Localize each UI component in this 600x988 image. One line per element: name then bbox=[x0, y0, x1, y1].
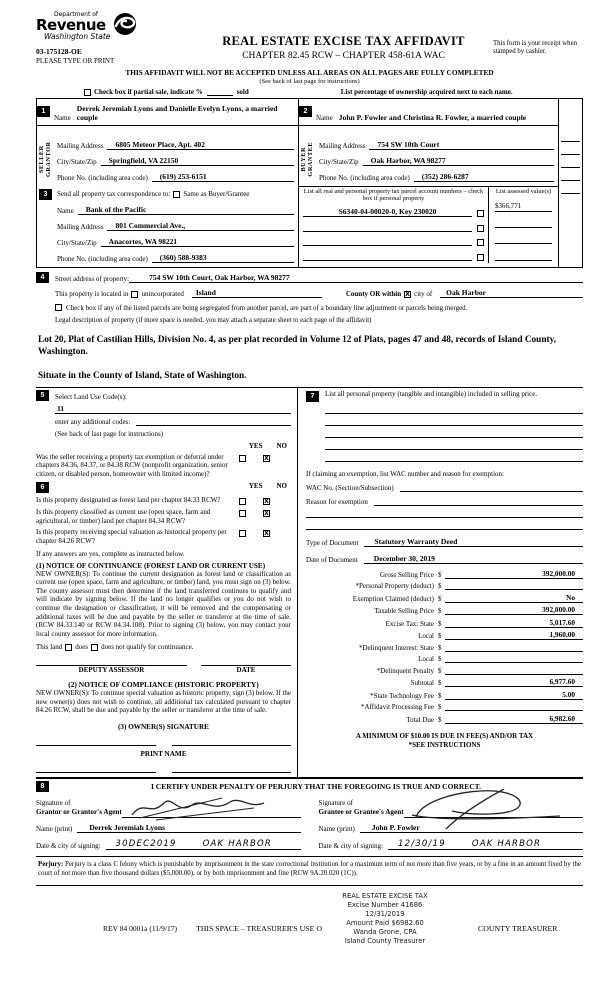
perjury-label: Perjury: bbox=[38, 860, 64, 868]
parties-block bbox=[36, 98, 583, 268]
buyer-side-label-2: GRANTEE bbox=[307, 141, 314, 177]
fee-label-delinq-int-state: *Delinquent Interest: State bbox=[358, 643, 434, 652]
unincorporated-label: unincorporated bbox=[141, 289, 184, 298]
corr-city-label: City/State/Zip bbox=[57, 238, 97, 247]
yes-header-6: YES bbox=[248, 481, 263, 490]
currency-symbol: $ bbox=[438, 666, 442, 675]
historical-yes-checkbox[interactable] bbox=[239, 530, 246, 537]
corr-phone-label: Phone No. (including area code) bbox=[57, 254, 148, 263]
dor-logo-block bbox=[36, 12, 194, 65]
fee-value-processing-fee[interactable] bbox=[445, 702, 584, 711]
buyer-name-label: Name bbox=[316, 113, 333, 122]
currency-symbol: $ bbox=[438, 619, 442, 628]
perjury-text: Perjury is a class C felony which is punishable by imprisonment in the state correctional institution for a maximum term of not more than five years, or by a fine in an amount fixed by the court of not more than five thousand dollars ($5,000.00), or by both imprisonment and fine (RCW 9A.20.020 (1C)). bbox=[38, 860, 581, 877]
notice-compliance-title: (2) NOTICE OF COMPLIANCE (HISTORIC PROPERTY) bbox=[68, 680, 259, 690]
fee-label-delinq-int-local: Local bbox=[418, 655, 434, 664]
yes-header-5: YES bbox=[248, 441, 263, 450]
fee-table bbox=[306, 569, 583, 724]
forest-land-question: Is this property designated as forest land per chapter 84.33 RCW? bbox=[36, 495, 221, 504]
segregated-label: Check box if any of the listed parcels are being segregated from another parcel, are part of a boundary line adjustment or parcels being merged. bbox=[66, 303, 468, 312]
grantee-name-print-value[interactable]: John P. Fowler bbox=[360, 823, 583, 833]
assessed-header: List assessed value(s) bbox=[495, 187, 552, 195]
seller-city-label: City/State/Zip bbox=[57, 157, 97, 166]
fee-label-processing-fee: *Affidavit Processing Fee bbox=[361, 703, 434, 712]
seller-phone-value[interactable]: (619) 253-6151 bbox=[152, 172, 294, 182]
currency-symbol: $ bbox=[438, 715, 442, 724]
assessed-blank-4[interactable] bbox=[495, 260, 552, 261]
fee-value-total-due[interactable]: 6,982.60 bbox=[445, 714, 584, 724]
currency-symbol: $ bbox=[438, 655, 442, 664]
does-label: does bbox=[75, 643, 89, 652]
seller-grantor-side-label bbox=[38, 130, 52, 188]
grantor-sig-label-2: Grantor or Grantor's Agent bbox=[36, 808, 122, 817]
fee-label-subtotal: Subtotal bbox=[410, 679, 434, 688]
seller-side-label-2: GRANTOR bbox=[45, 140, 52, 177]
grantor-signature-scribble bbox=[126, 795, 276, 821]
fee-value-exemption[interactable]: No bbox=[445, 593, 584, 603]
section-3-number: 3 bbox=[39, 189, 52, 200]
buyer-mailing-label: Mailing Address bbox=[319, 141, 366, 150]
currency-symbol: $ bbox=[438, 703, 442, 712]
rev-number: REV 84 0001a (11/9/17) bbox=[103, 923, 177, 933]
middle-columns bbox=[36, 387, 583, 778]
fee-row-excise-state bbox=[306, 618, 583, 628]
this-land-label: This land bbox=[36, 643, 63, 652]
left-column bbox=[36, 388, 298, 777]
minimum-due-note: A MINIMUM OF $10.00 IS DUE IN FEE(S) AND/OR TAX bbox=[355, 731, 534, 740]
grantee-name-print-label: Name (print) bbox=[318, 824, 355, 833]
reason-exemption-line-3[interactable] bbox=[306, 518, 583, 530]
same-as-buyer-checkbox[interactable] bbox=[173, 191, 180, 198]
fee-label-total-due: Total Due bbox=[406, 715, 434, 724]
historical-question: Is this property receiving special valuation as historical property per chapter 84.26 RCW? bbox=[36, 528, 227, 546]
section-2-number: 2 bbox=[299, 106, 312, 117]
logo-revenue: Revenue bbox=[36, 16, 106, 34]
parcel-box bbox=[299, 186, 558, 263]
grantee-signature-scribble bbox=[408, 789, 568, 831]
ownership-percent-column bbox=[558, 99, 582, 267]
fee-value-tech-fee[interactable]: 5.00 bbox=[445, 690, 584, 700]
stamp-line-5: Wanda Grone, CPA bbox=[353, 928, 417, 937]
currency-symbol: $ bbox=[438, 594, 442, 603]
does-not-qualify-checkbox[interactable] bbox=[91, 644, 98, 651]
date-of-document-value[interactable]: December 30, 2019 bbox=[364, 554, 583, 564]
fee-row-exemption bbox=[306, 593, 583, 603]
fee-label-tech-fee: *State Technology Fee bbox=[370, 691, 434, 700]
form-header bbox=[36, 12, 583, 65]
current-use-yes-checkbox[interactable] bbox=[239, 510, 246, 517]
buyer-mailing-value[interactable]: 754 SW 10th Court bbox=[369, 140, 554, 150]
logo-department-of: Department of bbox=[54, 11, 98, 18]
stamp-line-1: REAL ESTATE EXCISE TAX bbox=[342, 891, 428, 900]
logo-washington-state: Washington State bbox=[44, 32, 111, 41]
seller-name-label: Name bbox=[54, 113, 71, 122]
page-subtitle: CHAPTER 82.45 RCW – CHAPTER 458-61A WAC bbox=[242, 51, 445, 61]
date-of-document-label: Date of Document bbox=[306, 555, 358, 564]
does-qualify-checkbox[interactable] bbox=[65, 644, 72, 651]
fee-value-delinq-int-local[interactable] bbox=[445, 654, 584, 663]
ownership-percent-line-1[interactable] bbox=[561, 129, 580, 142]
perjury-notice bbox=[36, 856, 583, 886]
see-back-note: (See back of last page for instructions) bbox=[259, 77, 360, 85]
fee-row-delinq-penalty bbox=[306, 666, 583, 675]
notice-continuance-body: NEW OWNER(S): To continue the current designation as forest land or classification as current use (open space, farm and agriculture, or timber) land, you must sign on (3) below. The county assessor must then determine if the land transferred continues to qualify and will indicate by signing below. If the land no longer qualifies or you do not wish to continue the designation or classification, it will be removed and the compensating or additional taxes will be due and payable by the seller or transferor at the time of sale. (RCW 84.33.140 or RCW 84.34.108). Prior to signing (3) below, you may contact your local county assessor for more information. bbox=[36, 569, 291, 638]
personal-property-checkbox-4[interactable] bbox=[477, 254, 484, 261]
stamp-line-4: Amount Paid $6982.60 bbox=[346, 919, 424, 928]
partial-sale-label: Check box if partial sale, indicate % bbox=[94, 87, 203, 96]
please-type-or-print: PLEASE TYPE OR PRINT bbox=[36, 56, 115, 65]
seller-side-label-1: SELLER bbox=[37, 144, 45, 173]
grantor-date-city-label: Date & city of signing: bbox=[36, 841, 101, 850]
street-address-label: Street address of property: bbox=[55, 274, 130, 283]
city-name-value[interactable]: Oak Harbor bbox=[440, 288, 583, 298]
additional-codes-field[interactable] bbox=[136, 425, 291, 426]
section-5-number: 5 bbox=[36, 390, 49, 401]
ownership-percent-line-5[interactable] bbox=[561, 181, 580, 194]
exemption-claim-label: If claiming an exemption, list WAC number and reason for exemption: bbox=[306, 469, 504, 478]
assessor-date-label: DATE bbox=[236, 666, 256, 675]
receipt-note: This form is your receipt when stamped by cashier. bbox=[493, 40, 577, 56]
if-yes-note: If any answers are yes, complete as instructed below. bbox=[36, 549, 185, 558]
corr-mailing-label: Mailing Address bbox=[57, 222, 104, 231]
grantor-signature-line[interactable] bbox=[122, 796, 301, 818]
send-correspondence-label: Send all property tax correspondence to: bbox=[57, 190, 171, 198]
grantee-sig-label-2: Grantee or Grantee's Agent bbox=[318, 808, 404, 817]
currency-symbol: $ bbox=[438, 570, 442, 579]
not-accepted-warning: THIS AFFIDAVIT WILL NOT BE ACCEPTED UNLESS ALL AREAS ON ALL PAGES ARE FULLY COMPLETED bbox=[125, 67, 494, 77]
same-as-buyer-label: Same as Buyer/Grantee bbox=[183, 190, 250, 198]
fee-row-gross bbox=[306, 569, 583, 579]
wac-number-label: WAC No. (Section/Subsection) bbox=[306, 483, 394, 492]
stamp-line-3: 12/31/2019 bbox=[365, 909, 405, 918]
grantee-city-value[interactable]: OAK HARBOR bbox=[471, 838, 542, 849]
fee-row-subtotal bbox=[306, 677, 583, 687]
notice-compliance-body: NEW OWNER(S): To continue special valuation as historic property, sign (3) below. If the new owner(s) does not wish to continue, all additional tax calculated pursuant to chapter 84.26 RCW, shall be due and payable by the seller or transferor at the time of sale. bbox=[36, 689, 291, 715]
buyer-phone-label: Phone No. (including area code) bbox=[319, 173, 410, 182]
parcel-header: List all real and personal property tax parcel account numbers – check box if personal property bbox=[303, 187, 484, 203]
grantor-sig-label-1: Signature of bbox=[36, 799, 71, 808]
forest-no-checkbox[interactable]: X bbox=[264, 497, 269, 505]
certify-statement: I CERTIFY UNDER PENALTY OF PERJURY THAT THE FOREGOING IS TRUE AND CORRECT. bbox=[150, 781, 481, 791]
exemption-yes-checkbox[interactable] bbox=[239, 455, 246, 462]
print-name-heading: PRINT NAME bbox=[140, 749, 187, 758]
exemption-question: Was the seller receiving a property tax exemption or deferral under chapters 84.36, 84.37, or 84.38 RCW (nonprofit organization, senior citizen, or disabled person, homeowner with limited income)? bbox=[36, 452, 228, 479]
corr-city-value[interactable]: Anacortes, WA 98221 bbox=[101, 237, 294, 247]
unincorporated-checkbox[interactable] bbox=[131, 291, 138, 298]
exemption-no-checkbox[interactable]: X bbox=[264, 454, 269, 462]
section-8-number: 8 bbox=[36, 781, 49, 792]
no-header-5: NO bbox=[276, 441, 287, 450]
type-of-document-label: Type of Document bbox=[306, 538, 359, 547]
personal-property-checkbox-3[interactable] bbox=[477, 239, 484, 246]
grantee-date-value[interactable]: 12/30/19 bbox=[398, 838, 446, 849]
legal-description-text: Lot 20, Plat of Castilian Hills, Division No. 4, as per plat recorded in Volume 12 of Plats, pages 47 and 48, records of Island County, Washington. bbox=[38, 334, 557, 358]
treasurer-space-label: THIS SPACE – TREASURER'S USE O bbox=[196, 923, 322, 933]
currency-symbol: $ bbox=[438, 679, 442, 688]
buyer-fields bbox=[299, 126, 558, 186]
currency-symbol: $ bbox=[438, 691, 442, 700]
reason-exemption-line-2[interactable] bbox=[306, 506, 583, 518]
partial-sale-row bbox=[36, 88, 583, 96]
assessed-values-column bbox=[489, 187, 558, 263]
county-treasurer-label: COUNTY TREASURER bbox=[478, 923, 558, 933]
corr-name-value[interactable]: Bank of the Pacific bbox=[78, 205, 294, 215]
personal-property-checkbox-1[interactable] bbox=[477, 210, 484, 217]
personal-property-line-1[interactable] bbox=[325, 402, 583, 414]
grantee-date-city-label: Date & city of signing: bbox=[318, 841, 384, 850]
fee-row-excise-local bbox=[306, 630, 583, 640]
does-not-label: does not qualify for continuance. bbox=[101, 643, 194, 652]
historical-no-checkbox[interactable]: X bbox=[264, 530, 269, 538]
stamp-line-2: Excise Number 41686 bbox=[347, 900, 423, 909]
seller-phone-label: Phone No. (including area code) bbox=[57, 173, 148, 182]
stamp-line-6: Island County Treasurer bbox=[344, 937, 426, 946]
corr-phone-value[interactable]: (360) 588-9383 bbox=[152, 253, 294, 263]
wac-number-field[interactable] bbox=[400, 491, 583, 492]
owner-signature-line-2[interactable] bbox=[172, 745, 292, 746]
fee-value-delinq-int-state[interactable] bbox=[445, 643, 584, 652]
section-4-number: 4 bbox=[36, 272, 49, 283]
county-or-label: County OR within bbox=[345, 289, 402, 298]
buyer-side-label-1: BUYER bbox=[299, 146, 307, 172]
right-column bbox=[298, 388, 583, 777]
assessed-value[interactable]: $366,771 bbox=[495, 202, 552, 212]
deputy-assessor-label: DEPUTY ASSESSOR bbox=[78, 666, 145, 675]
legal-description-label: Legal description of property (if more space is needed, you may attach a separate sheet to each page of the affidavit) bbox=[55, 316, 372, 324]
correspondence-fields bbox=[37, 200, 298, 267]
reason-exemption-field[interactable] bbox=[374, 505, 583, 506]
grantee-signature-block bbox=[319, 796, 584, 850]
form-number: 03-175128-OE bbox=[36, 46, 82, 56]
revenue-swirl-icon bbox=[112, 12, 138, 36]
currency-symbol: $ bbox=[438, 582, 442, 591]
fee-row-tech-fee bbox=[306, 690, 583, 700]
section-3-header bbox=[37, 186, 298, 200]
buyer-name-value[interactable]: John P. Fowler and Christina R. Fowler, a married couple bbox=[338, 113, 527, 123]
land-use-label: Select Land Use Code(s): bbox=[55, 392, 127, 401]
form-footer bbox=[0, 886, 600, 974]
see-back-note-2: (See back of last page for instructions) bbox=[55, 429, 164, 438]
city-checkbox[interactable]: X bbox=[405, 290, 410, 298]
corr-mailing-value[interactable]: 801 Commercial Ave., bbox=[107, 221, 294, 231]
parcel-number-value[interactable]: S6340-04-00020-0, Key 230020 bbox=[303, 207, 472, 217]
seller-mailing-value[interactable]: 6805 Meteor Place, Apt. 402 bbox=[107, 140, 294, 150]
section-1-number: 1 bbox=[37, 106, 50, 117]
partial-sale-checkbox[interactable] bbox=[84, 89, 91, 96]
located-in-label: This property is located in bbox=[55, 289, 129, 298]
no-header-6: NO bbox=[276, 481, 287, 490]
city-of-label: city of bbox=[414, 289, 433, 298]
treasurer-stamp bbox=[300, 892, 470, 947]
grantee-sig-label-1: Signature of bbox=[318, 799, 353, 808]
ownership-percentage-note: List percentage of ownership acquired next to each name. bbox=[340, 87, 513, 96]
segregated-checkbox[interactable] bbox=[55, 304, 62, 311]
personal-property-label: List all personal property (tangible and intangible) included in selling price. bbox=[325, 389, 538, 398]
fee-label-exemption: Exemption Claimed (deduct) bbox=[352, 594, 434, 603]
currency-symbol: $ bbox=[438, 607, 442, 616]
fee-label-excise-local: Local bbox=[418, 632, 434, 641]
personal-property-checkbox-2[interactable] bbox=[477, 225, 484, 232]
buyer-name-box bbox=[299, 99, 558, 126]
land-use-code-value[interactable]: 11 bbox=[55, 404, 291, 414]
forest-yes-checkbox[interactable] bbox=[239, 498, 246, 505]
grantor-date-value[interactable]: 30DEC2019 bbox=[115, 838, 177, 849]
additional-codes-label: enter any additional codes: bbox=[55, 417, 131, 426]
personal-property-line-2[interactable] bbox=[325, 414, 583, 426]
grantor-name-print-label: Name (print) bbox=[36, 824, 73, 833]
seller-mailing-label: Mailing Address bbox=[57, 141, 104, 150]
grantee-signature-line[interactable] bbox=[404, 796, 583, 818]
grantor-signature-block bbox=[36, 796, 319, 850]
owner-signature-line-1[interactable] bbox=[36, 745, 156, 746]
fee-row-total-due bbox=[306, 714, 583, 724]
parcel-blank-4[interactable] bbox=[303, 260, 472, 261]
seller-name-box bbox=[37, 99, 298, 126]
section-4 bbox=[36, 272, 583, 381]
fee-value-personal[interactable] bbox=[445, 581, 584, 590]
owner-signature-heading: (3) OWNER(S) SIGNATURE bbox=[118, 722, 209, 731]
street-address-value[interactable]: 754 SW 10th Court, Oak Harbor, WA 98277 bbox=[129, 273, 583, 283]
current-use-no-checkbox[interactable]: X bbox=[264, 509, 269, 517]
current-use-question: Is this property classified as current use (open space, farm and agricultural, or timber) land per chapter 84.34 RCW? bbox=[36, 507, 211, 525]
fee-value-gross[interactable]: 392,000.00 bbox=[445, 569, 584, 579]
buyer-phone-value[interactable]: (352) 286-6287 bbox=[414, 172, 554, 182]
partial-sale-sold-label: sold bbox=[236, 87, 249, 96]
personal-property-line-3[interactable] bbox=[325, 426, 583, 438]
grantor-name-print-value[interactable]: Derrek Jeremiah Lyons bbox=[77, 823, 300, 833]
partial-sale-percent-field[interactable] bbox=[207, 95, 233, 96]
type-of-document-value[interactable]: Statutory Warranty Deed bbox=[364, 537, 583, 547]
ownership-percent-line-4[interactable] bbox=[561, 168, 580, 181]
currency-symbol: $ bbox=[438, 632, 442, 641]
fee-row-delinq-int-local bbox=[306, 654, 583, 663]
fee-label-delinq-penalty: *Delinquent Penalty bbox=[376, 666, 434, 675]
fee-value-delinq-penalty[interactable] bbox=[445, 666, 584, 675]
print-name-line-1[interactable] bbox=[36, 772, 156, 773]
page-title: REAL ESTATE EXCISE TAX AFFIDAVIT bbox=[222, 34, 465, 48]
buyer-city-value[interactable]: Oak Harbor, WA 98277 bbox=[363, 156, 554, 166]
fee-row-processing-fee bbox=[306, 702, 583, 711]
fee-row-personal bbox=[306, 581, 583, 590]
situate-text: Situate in the County of Island, State of Washington. bbox=[38, 370, 247, 381]
seller-name-value[interactable]: Derrek Jeremiah Lyons and Danielle Evelyn Lyons, a married couple bbox=[76, 103, 278, 123]
fee-value-taxable[interactable]: 392,000.00 bbox=[445, 605, 584, 615]
grantor-city-value[interactable]: OAK HARBOR bbox=[202, 838, 272, 849]
section-8 bbox=[36, 778, 583, 850]
buyer-grantee-side-label bbox=[300, 130, 314, 188]
currency-symbol: $ bbox=[438, 643, 442, 652]
fee-label-personal: *Personal Property (deduct) bbox=[355, 582, 434, 591]
see-instructions-note: *SEE INSTRUCTIONS bbox=[408, 741, 481, 750]
reason-exemption-label: Reason for exemption bbox=[306, 497, 368, 506]
notice-continuance-title: (1) NOTICE OF CONTINUANCE (FOREST LAND OR CURRENT USE) bbox=[36, 561, 266, 570]
ownership-percent-line-3[interactable] bbox=[561, 155, 580, 168]
county-value[interactable]: Island bbox=[192, 288, 322, 298]
print-name-line-2[interactable] bbox=[172, 772, 292, 773]
fee-value-excise-state[interactable]: 5,017.60 bbox=[445, 618, 584, 628]
parcel-numbers-column bbox=[299, 187, 489, 263]
ownership-percent-line-2[interactable] bbox=[561, 142, 580, 155]
fee-label-excise-state: Excise Tax: State bbox=[385, 619, 434, 628]
fee-row-delinq-int-state bbox=[306, 643, 583, 652]
seller-city-value[interactable]: Springfield, VA 22150 bbox=[101, 156, 294, 166]
fee-label-gross: Gross Selling Price bbox=[379, 570, 434, 579]
buyer-city-label: City/State/Zip bbox=[319, 157, 359, 166]
fee-value-excise-local[interactable]: 1,960.00 bbox=[445, 630, 584, 640]
personal-property-line-5[interactable] bbox=[325, 450, 583, 462]
corr-name-label: Name bbox=[57, 206, 74, 215]
section-6-number: 6 bbox=[36, 482, 49, 493]
fee-row-taxable bbox=[306, 605, 583, 615]
section-7-number: 7 bbox=[306, 391, 319, 402]
personal-property-line-4[interactable] bbox=[325, 438, 583, 450]
fee-label-taxable: Taxable Selling Price bbox=[374, 607, 434, 616]
fee-value-subtotal[interactable]: 6,977.60 bbox=[445, 677, 584, 687]
seller-fields bbox=[37, 126, 298, 186]
